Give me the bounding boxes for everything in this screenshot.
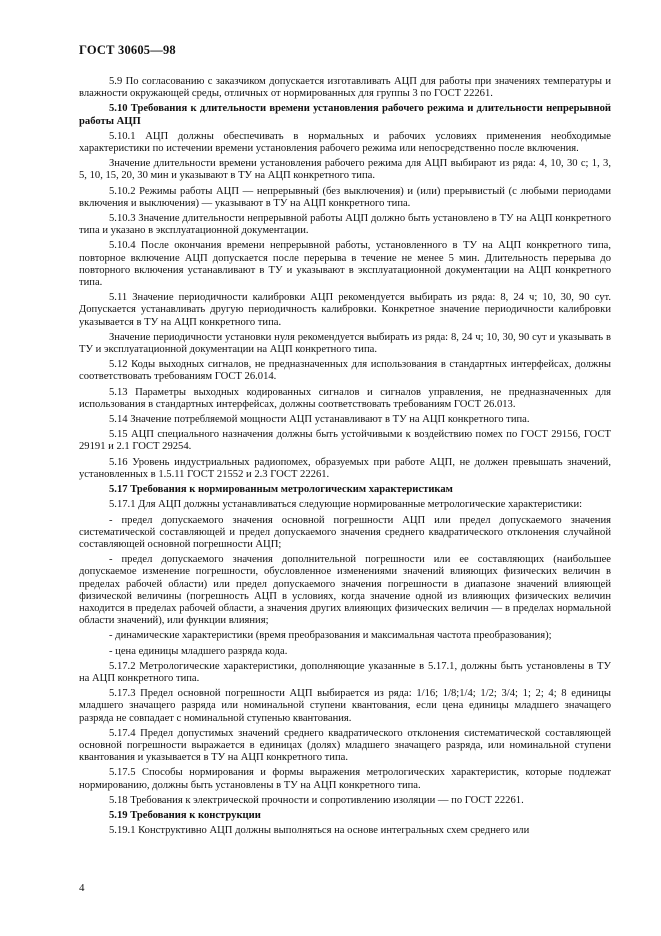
- page-number: 4: [79, 882, 85, 894]
- paragraph: 5.11 Значение периодичности калибровки АЦП рекомендуется выбирать из ряда: 8, 24 ч; 10, 30, 90 сут. Допускается устанавливать другую периодичность калибровки. Конкретное значение периодичности калибровки указывается в ТУ на АЦП конкретного типа.: [79, 292, 611, 328]
- paragraph: 5.17.5 Способы нормирования и формы выражения метрологических характеристик, которые подлежат нормированию, должны быть установлены в ТУ на АЦП конкретного типа.: [79, 767, 611, 791]
- document-body: [79, 76, 611, 840]
- paragraph: 5.17.3 Предел основной погрешности АЦП выбирается из ряда: 1/16; 1/8;1/4; 1/2; 3/4; 1; 2; 4; 8 единицы младшего значащего разряда или номинальной ступени квантования, если цена единицы младшего значащего разряда не совпадает с номинальной ступенью квантования.: [79, 688, 611, 724]
- paragraph: Значение длительности времени установления рабочего режима для АЦП выбирают из ряда: 4, 10, 30 с; 1, 3, 5, 10, 15, 20, 30 мин и указывают в ТУ на АЦП конкретного типа.: [79, 158, 611, 182]
- paragraph: - предел допускаемого значения основной погрешности АЦП или предел допускаемого значения систематической составляющей и предел допускаемого значения среднего квадратического отклонения случайной составляющей основной погрешности АЦП;: [79, 514, 611, 550]
- paragraph: 5.9 По согласованию с заказчиком допускается изготавливать АЦП для работы при значениях температуры и влажности окружающей среды, отличных от нормированных для группы 3 по ГОСТ 22261.: [79, 76, 611, 100]
- paragraph: 5.10.4 После окончания времени непрерывной работы, установленного в ТУ на АЦП конкретного типа, повторное включение АЦП допускается после перерыва в течение не менее 5 мин. Длительность перерыва до повторного включения устанавливают в ТУ и указывают в эксплуатационной документации на АЦП конкретного типа.: [79, 240, 611, 289]
- section-heading: 5.17 Требования к нормированным метрологическим характеристикам: [109, 484, 453, 496]
- paragraph: 5.16 Уровень индустриальных радиопомех, образуемых при работе АЦП, не должен превышать значений, установленных в 1.5.11 ГОСТ 21552 и 2.3 ГОСТ 22261.: [79, 456, 611, 480]
- paragraph: 5.19.1 Конструктивно АЦП должны выполняться на основе интегральных схем среднего или: [109, 825, 530, 837]
- paragraph: - цена единицы младшего разряда кода.: [109, 645, 288, 657]
- paragraph: 5.13 Параметры выходных кодированных сигналов и сигналов управления, не предназначенных для использования в стандартных интерфейсах, должны соответствовать требованиям ГОСТ 26.013.: [79, 386, 611, 410]
- paragraph: 5.17.2 Метрологические характеристики, дополняющие указанные в 5.17.1, должны быть установлены в ТУ на АЦП конкретного типа.: [79, 660, 611, 684]
- paragraph: 5.17.1 Для АЦП должны устанавливаться следующие нормированные метрологические характеристики:: [109, 499, 583, 511]
- paragraph: - динамические характеристики (время преобразования и максимальная частота преобразования);: [109, 630, 552, 642]
- paragraph: 5.14 Значение потребляемой мощности АЦП устанавливают в ТУ на АЦП конкретного типа.: [109, 414, 530, 426]
- section-heading: 5.19 Требования к конструкции: [109, 809, 261, 821]
- paragraph: 5.10.1 АЦП должны обеспечивать в нормальных и рабочих условиях применения необходимые характеристики по истечении времени установления рабочего режима или непосредственно после включения.: [79, 130, 611, 155]
- paragraph: 5.10.2 Режимы работы АЦП — непрерывный (без выключения) и (или) прерывистый (с любыми периодами включения и выключения) — указывают в ТУ на АЦП конкретного типа.: [79, 185, 611, 209]
- paragraph: 5.17.4 Предел допустимых значений среднего квадратического отклонения систематической составляющей основной погрешности выражается в единицах (долях) младшего значащего разряда, или номинальной ступени квантования и указывается в ТУ на АЦП конкретного типа.: [79, 727, 611, 764]
- paragraph: 5.10.3 Значение длительности непрерывной работы АЦП должно быть установлено в ТУ на АЦП конкретного типа и указано в эксплуатационной документации.: [79, 213, 611, 237]
- paragraph: Значение периодичности установки нуля рекомендуется выбирать из ряда: 8, 24 ч; 10, 30, 90 сут и указывать в ТУ и эксплуатационной документации на АЦП конкретного типа.: [79, 331, 611, 356]
- paragraph: 5.12 Коды выходных сигналов, не предназначенных для использования в стандартных интерфейсах, должны соответствовать требованиям ГОСТ 26.014.: [79, 359, 611, 383]
- paragraph: 5.15 АЦП специального назначения должны быть устойчивыми к воздействию помех по ГОСТ 29156, ГОСТ 29191 и 2.1 ГОСТ 29254.: [79, 429, 611, 453]
- paragraph: 5.18 Требования к электрической прочности и сопротивлению изоляции — по ГОСТ 22261.: [109, 794, 524, 806]
- paragraph: - предел допускаемого значения дополнительной погрешности или ее составляющих (наибольшее допускаемое изменение погрешности, обусловленное изменениями значений влияющих физических величин в пределах рабочей области) или предел допускаемого значения погрешности в диапазоне значений влияющей физической величины (погрешность АЦП в условиях, когда значение одной из влияющих физических величин находится в пределах рабочей области, а значения других влияющих физических величин — в пределах нормальной области значений), или функции влияния;: [79, 554, 611, 627]
- page-header: ГОСТ 30605—98: [79, 43, 176, 57]
- section-heading: 5.10 Требования к длительности времени установления рабочего режима и длительности непрерывной работы АЦП: [79, 103, 611, 127]
